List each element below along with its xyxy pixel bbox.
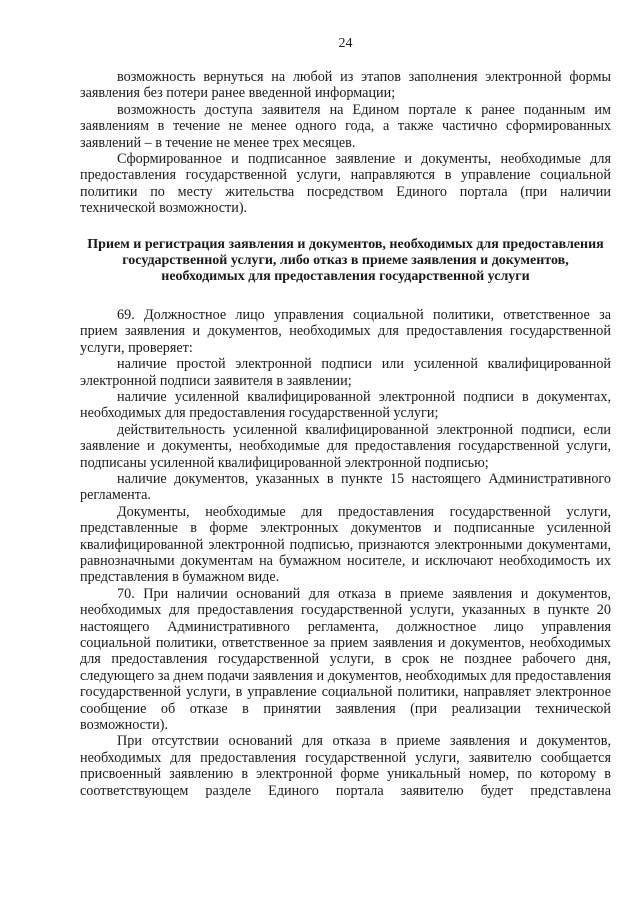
paragraph-return-to-step: возможность вернуться на любой из этапов заполнения электронной формы заявления без потери ранее введенной информации; (80, 69, 611, 102)
paragraph-70-refusal: 70. При наличии оснований для отказа в приеме заявления и документов, необходимых для предоставления государственной услуги, указанных в пункте 20 настоящего Административного регламента, должностное лицо управления социальной политики, ответственное за прием заявления и документов, необходимых для предоставления государственной услуги, в срок не позднее рабочего дня, следующего за днем подачи заявления и документов, необходимых для предоставления государственной услуги, в управление социальной политики, направляет электронное сообщение об отказе в принятии заявления (при реализации технической возможности). (80, 585, 611, 734)
paragraph-signature-validity: действительность усиленной квалифицированной электронной подписи, если заявление и документы, необходимые для предоставления государственной услуги, подписаны усиленной квалифицированной электронной подписью; (80, 421, 611, 471)
paragraph-unique-number: При отсутствии оснований для отказа в приеме заявления и документов, необходимых для предоставления государственной услуги, заявителю сообщается присвоенный заявлению в электронной форме уникальный номер, по которому в соответствующем разделе Единого портала заявителю будет представлена (80, 733, 611, 799)
page-number: 24 (338, 36, 353, 51)
section-heading: Прием и регистрация заявления и документов, необходимых для предоставления государственной услуги, либо отказ в приеме заявления и документов, необходимых для предоставления государственной услуги (87, 236, 604, 285)
paragraph-check-simple-signature: наличие простой электронной подписи или усиленной квалифицированной электронной подписи заявителя в заявлении; (80, 356, 611, 389)
paragraph-access-to-applications: возможность доступа заявителя на Едином портале к ранее поданным им заявлениям в течение не менее одного года, а также частично сформированных заявлений – в течение не менее трех месяцев. (80, 101, 611, 151)
paragraph-electronic-documents: Документы, необходимые для предоставления государственной услуги, представленные в форме электронных документов и подписанные усиленной квалифицированной электронной подписью, признаются электронными документами, равнозначными документам на бумажном носителе, и исключают необходимость их представления в бумажном виде. (80, 503, 611, 586)
paragraph-check-qualified-signature: наличие усиленной квалифицированной электронной подписи в документах, необходимых для предоставления государственной услуги; (80, 388, 611, 422)
paragraph-signed-application-sent: Сформированное и подписанное заявление и документы, необходимые для предоставления государственной услуги, направляются в управление социальной политики по месту жительства посредством Единого портала (при наличии технической возможности). (80, 151, 611, 217)
paragraph-69-intro: 69. Должностное лицо управления социальной политики, ответственное за прием заявления и документов, необходимых для предоставления государственной услуги, проверяет: (80, 306, 611, 356)
paragraph-documents-presence: наличие документов, указанных в пункте 15 настоящего Административного регламента. (80, 470, 611, 504)
